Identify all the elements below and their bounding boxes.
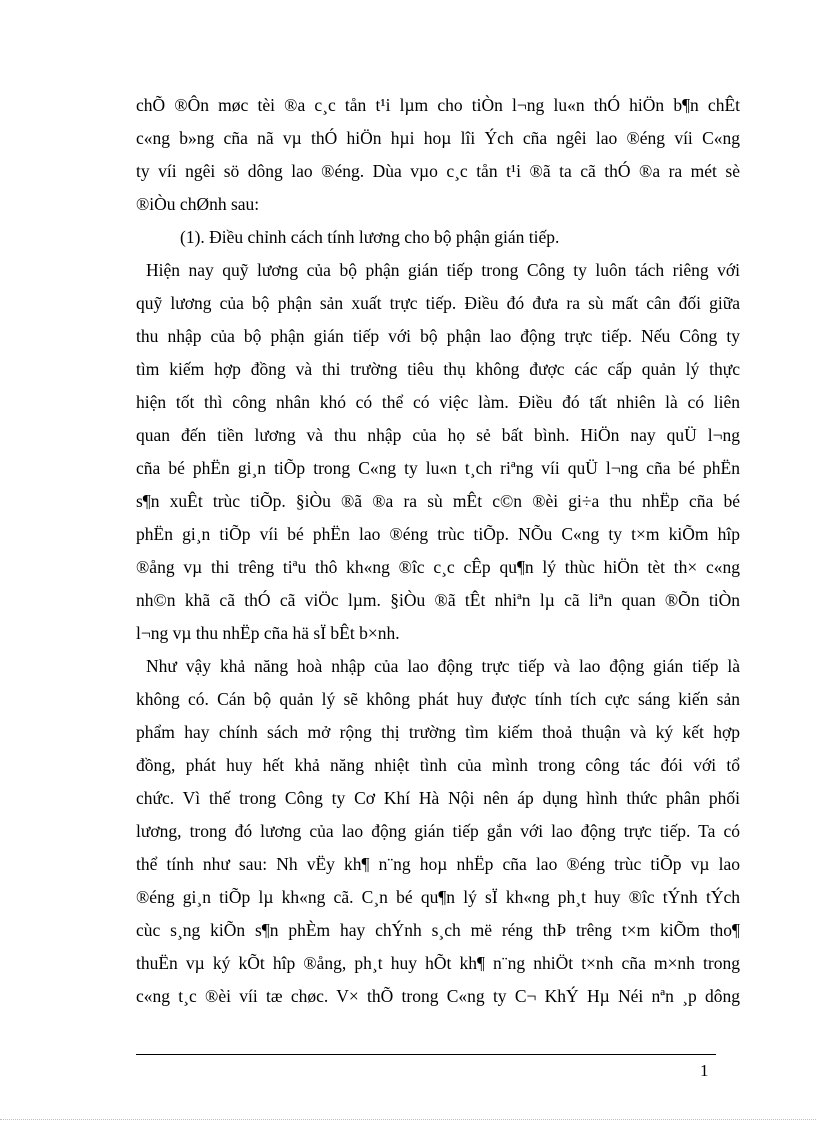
text-line: đồng, phát huy hết khả năng nhiệt tình của mình trong công tác đói với tổ xyxy=(136,755,740,775)
text-line: nh©n khã cã thÓ cã viÖc lµm. §iÒu ®ã tÊt nhiªn lµ cã liªn quan ®Õn tiÒn xyxy=(136,590,740,610)
text-line: c«ng t¸c ®èi víi tæ chøc. V× thÕ trong C«ng ty C¬ KhÝ Hµ Néi nªn ¸p dông xyxy=(136,986,740,1006)
text-line: s¶n xuÊt trùc tiÕp. §iÒu ®ã ®a ra sù mÊt c©n ®èi gi÷a thu nhËp cña bé xyxy=(136,491,740,511)
text-line: hiện tốt thì công nhân khó có thể có việc làm. Điều đó tất nhiên là có liên xyxy=(136,392,740,412)
text-line: quỹ lương của bộ phận sản xuất trực tiếp. Điều đó đưa ra sù mất cân đối giữa xyxy=(136,293,740,313)
section-heading: (1). Điều chỉnh cách tính lương cho bộ phận gián tiếp. xyxy=(180,227,560,247)
text-line: ®ång vµ thi trêng tiªu thô kh«ng ®îc c¸c cÊp qu¶n lý thùc hiÖn tèt th× c«ng xyxy=(136,557,740,577)
text-line: Hiện nay quỹ lương của bộ phận gián tiếp trong Công ty luôn tách riêng với xyxy=(146,260,740,280)
text-line: l¬ng vµ thu nhËp cña hä sÏ bÊt b×nh. xyxy=(136,623,400,643)
text-line: cùc s¸ng kiÕn s¶n phÈm hay chÝnh s¸ch më réng thÞ trêng t×m kiÕm tho¶ xyxy=(136,920,740,940)
text-line: phẩm hay chính sách mở rộng thị trường tìm kiếm thoả thuận và ký kết hợp xyxy=(136,722,740,742)
text-line: ®éng gi¸n tiÕp lµ kh«ng cã. C¸n bé qu¶n lý sÏ kh«ng ph¸t huy ®îc tÝnh tÝch xyxy=(136,887,740,907)
text-line: ty víi ngêi sö dông lao ®éng. Dùa vµo c¸c tån t¹i ®ã ta cã thÓ ®a ra mét sè xyxy=(136,161,740,181)
text-line: chÕ ®Ôn møc tèi ®a c¸c tån t¹i lµm cho tiÒn l¬ng lu«n thÓ hiÖn b¶n chÊt xyxy=(136,95,740,115)
page-edge-divider xyxy=(0,1119,816,1120)
text-line: thể tính như sau: Nh vËy kh¶ n¨ng hoµ nhËp cña lao ®éng trùc tiÕp vµ lao xyxy=(136,854,740,874)
text-line: chức. Vì thế trong Công ty Cơ Khí Hà Nội nên áp dụng hình thức phân phối xyxy=(136,788,740,808)
text-line: quan đến tiền lương và thu nhập của họ sẻ bất bình. HiÖn nay quÜ l¬ng xyxy=(136,425,740,445)
text-line: phËn gi¸n tiÕp víi bé phËn lao ®éng trùc tiÕp. NÕu C«ng ty t×m kiÕm hîp xyxy=(136,524,740,544)
text-line: cña bé phËn gi¸n tiÕp trong C«ng ty lu«n t¸ch riªng víi quÜ l¬ng cña bé phËn xyxy=(136,458,740,478)
footer-divider xyxy=(136,1054,716,1055)
text-line: không có. Cán bộ quản lý sẽ không phát huy được tính tích cực sáng kiến sản xyxy=(136,689,740,709)
text-line: thuËn vµ ký kÕt hîp ®ång, ph¸t huy hÕt kh¶ n¨ng nhiÖt t×nh cña m×nh trong xyxy=(136,953,740,973)
text-line: c«ng b»ng cña nã vµ thÓ hiÖn hµi hoµ lîi Ých cña ngêi lao ®éng víi C«ng xyxy=(136,128,740,148)
text-line: tìm kiếm hợp đồng và thi trường tiêu thụ không được các cấp quản lý thực xyxy=(136,359,740,379)
text-line: ®iÒu chØnh sau: xyxy=(136,194,260,214)
text-line: Như vậy khả năng hoà nhập của lao động trực tiếp và lao động gián tiếp là xyxy=(146,656,740,676)
text-line: thu nhập của bộ phận gián tiếp với bộ phận lao động trực tiếp. Nếu Công ty xyxy=(136,326,740,346)
page-number: 1 xyxy=(700,1061,709,1080)
text-line: lương, trong đó lương của lao động gián tiếp gắn với lao động trực tiếp. Ta có xyxy=(136,821,740,841)
